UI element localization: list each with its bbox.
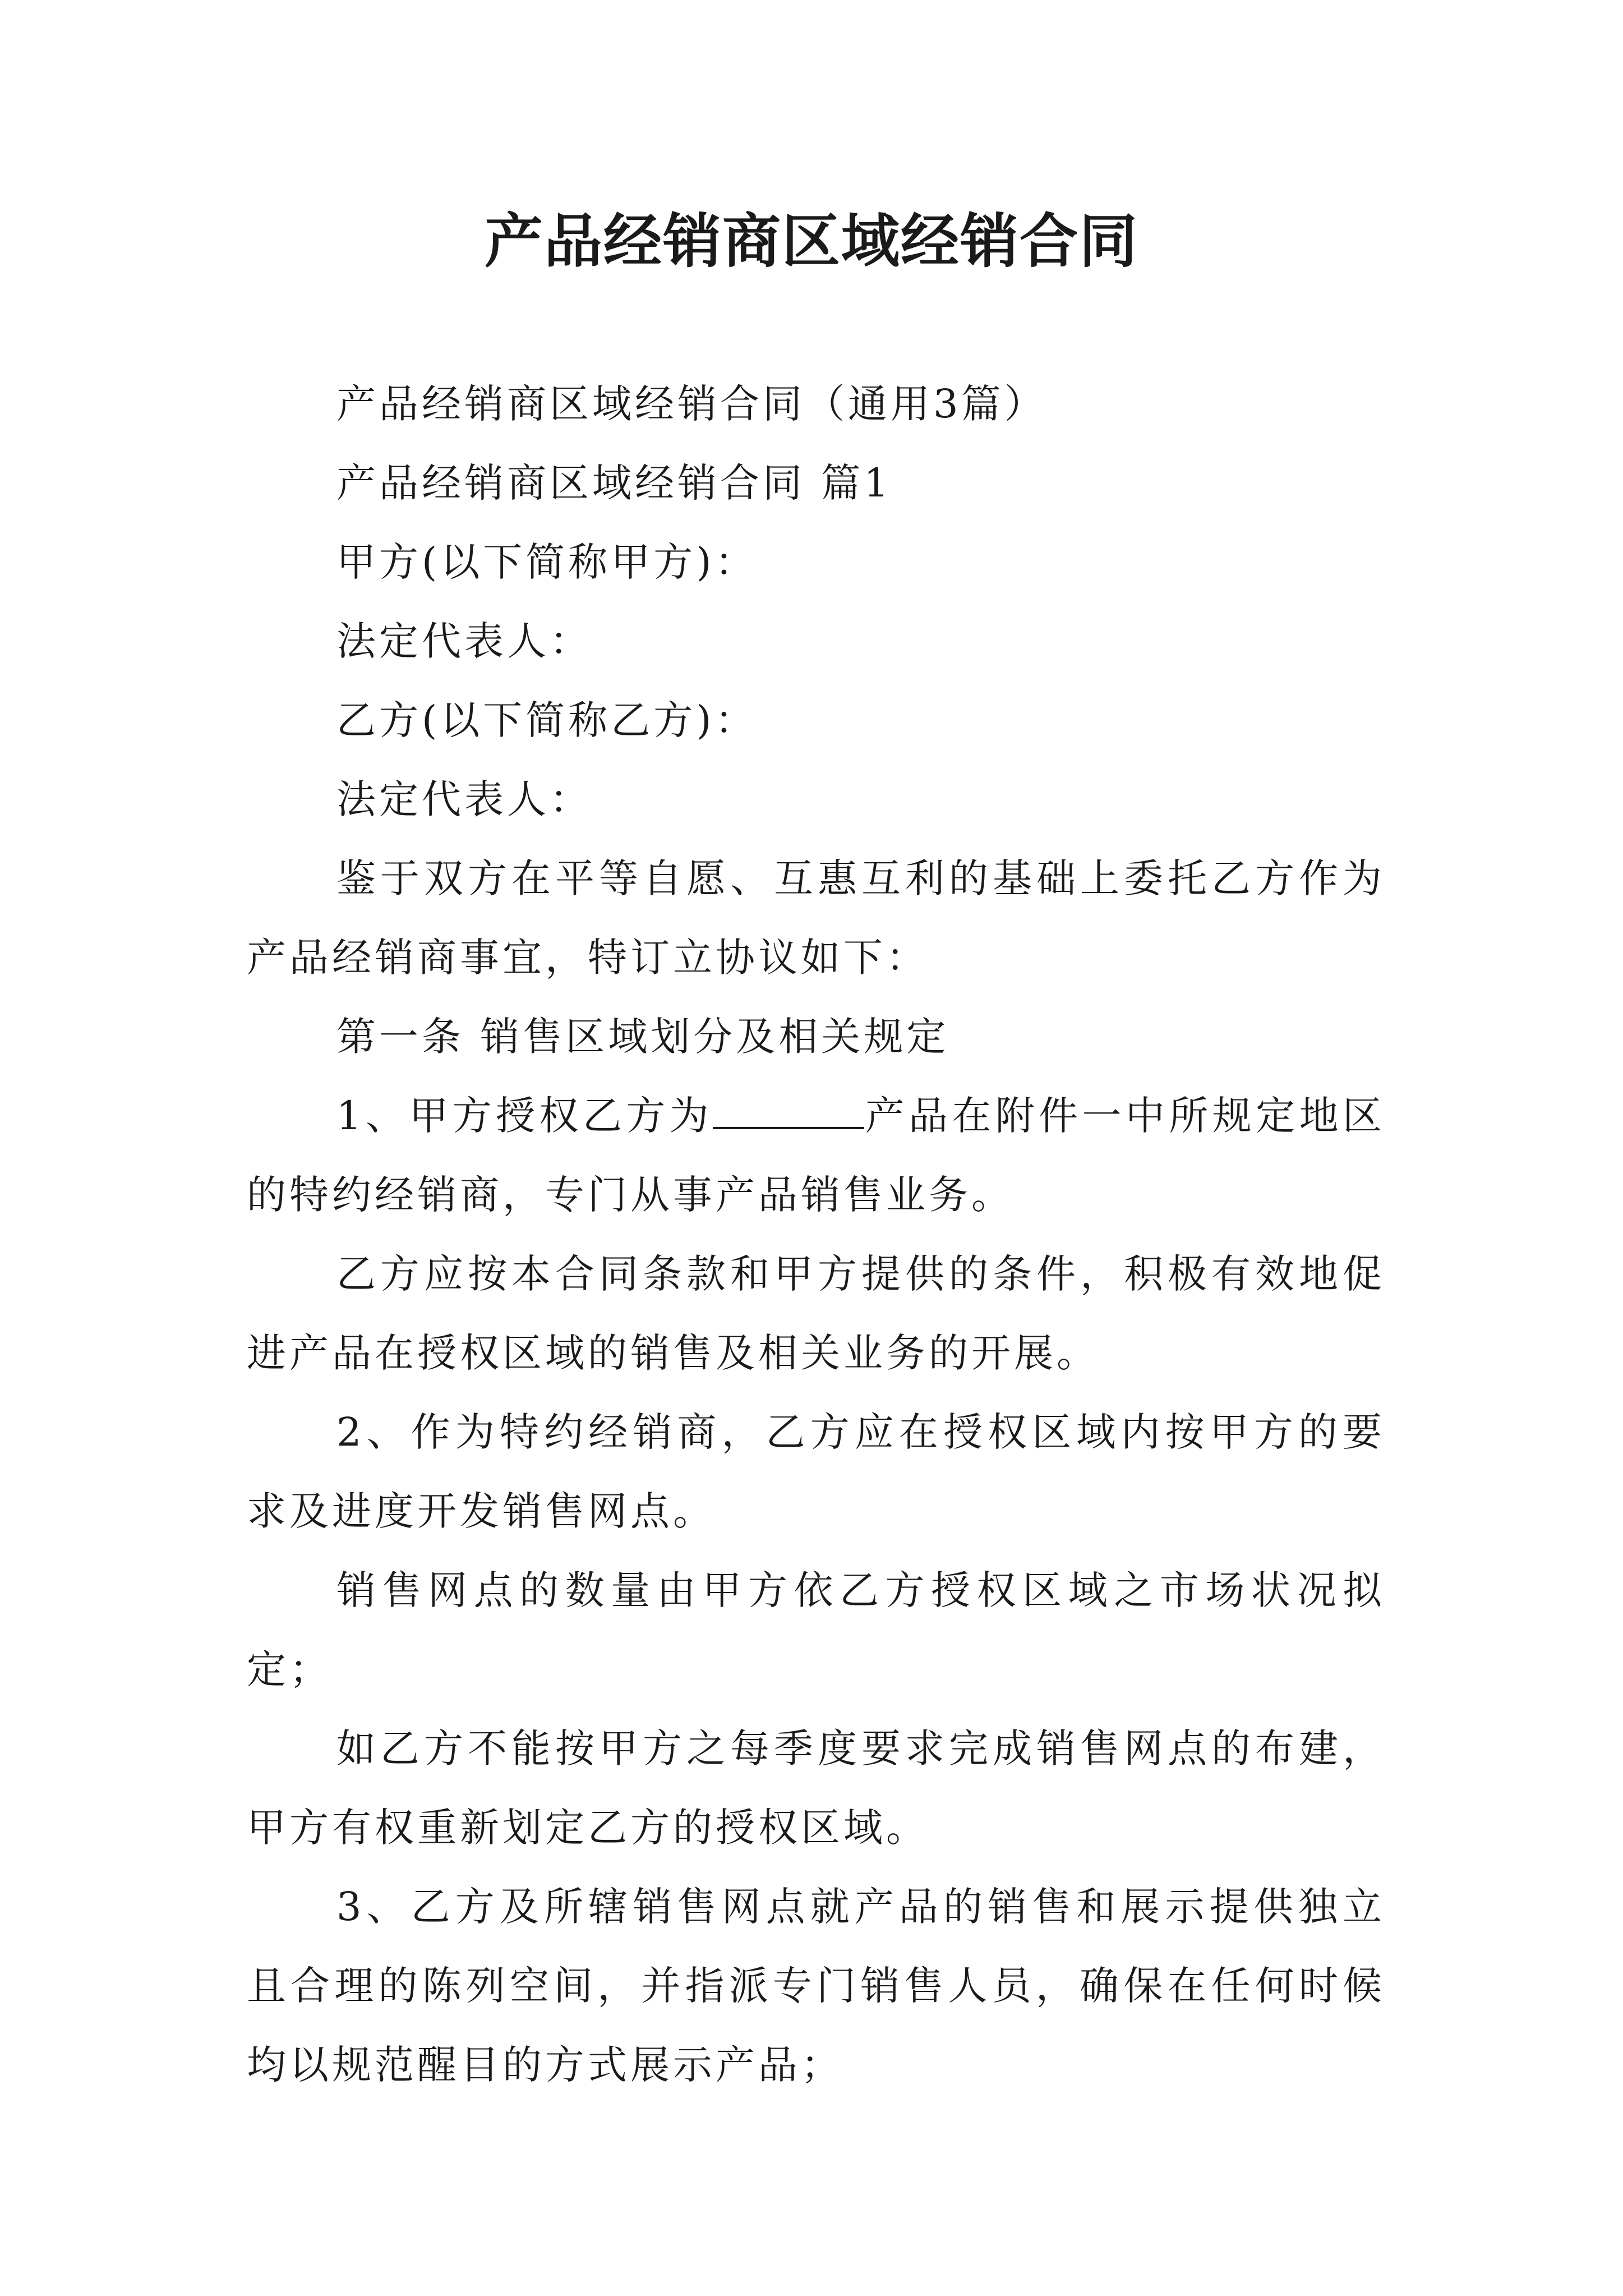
party-a-representative-line: 法定代表人： <box>336 618 592 664</box>
clause-2-redefine-area-paragraph: 如乙方不能按甲方之每季度要求完成销售网点的布建，甲方有权重新划定乙方的授权区域。 <box>247 1726 1385 1851</box>
document-body <box>247 365 1385 2105</box>
clause-2-paragraph: 2、作为特约经销商，乙方应在授权区域内按甲方的要求及进度开发销售网点。 <box>247 1409 1385 1534</box>
preamble-paragraph: 鉴于双方在平等自愿、互惠互利的基础上委托乙方作为产品经销商事宜，特订立协议如下： <box>247 855 1385 981</box>
party-b-representative-line: 法定代表人： <box>336 776 592 822</box>
clause-2-outlet-count-paragraph: 销售网点的数量由甲方依乙方授权区域之市场状况拟定； <box>247 1567 1385 1692</box>
clause-1-text-after-blank: 产品在附件一中所规定地区的特约经销商，专门从事产品销售业务。 <box>247 1093 1386 1218</box>
article-1-heading: 第一条 销售区域划分及相关规定 <box>336 1014 949 1060</box>
clause-1-paragraph <box>247 1076 1385 1235</box>
clause-3-paragraph: 3、乙方及所辖销售网点就产品的销售和展示提供独立且合理的陈列空间，并指派专门销售人员，确保在任何时候均以规范醒目的方式展示产品； <box>247 1884 1385 2088</box>
party-b-line: 乙方(以下简称乙方)： <box>336 697 758 743</box>
product-name-blank <box>713 1096 864 1129</box>
clause-1-text-before-blank: 1、甲方授权乙方为 <box>336 1093 713 1139</box>
heading-collection: 产品经销商区域经销合同（通用3篇） <box>336 381 1047 427</box>
heading-part-1: 产品经销商区域经销合同 篇1 <box>336 460 892 506</box>
party-a-line: 甲方(以下简称甲方)： <box>336 539 758 585</box>
document-title: 产品经销商区域经销合同 <box>484 206 1138 275</box>
clause-1-supplement-paragraph: 乙方应按本合同条款和甲方提供的条件，积极有效地促进产品在授权区域的销售及相关业务的开展。 <box>247 1251 1385 1376</box>
